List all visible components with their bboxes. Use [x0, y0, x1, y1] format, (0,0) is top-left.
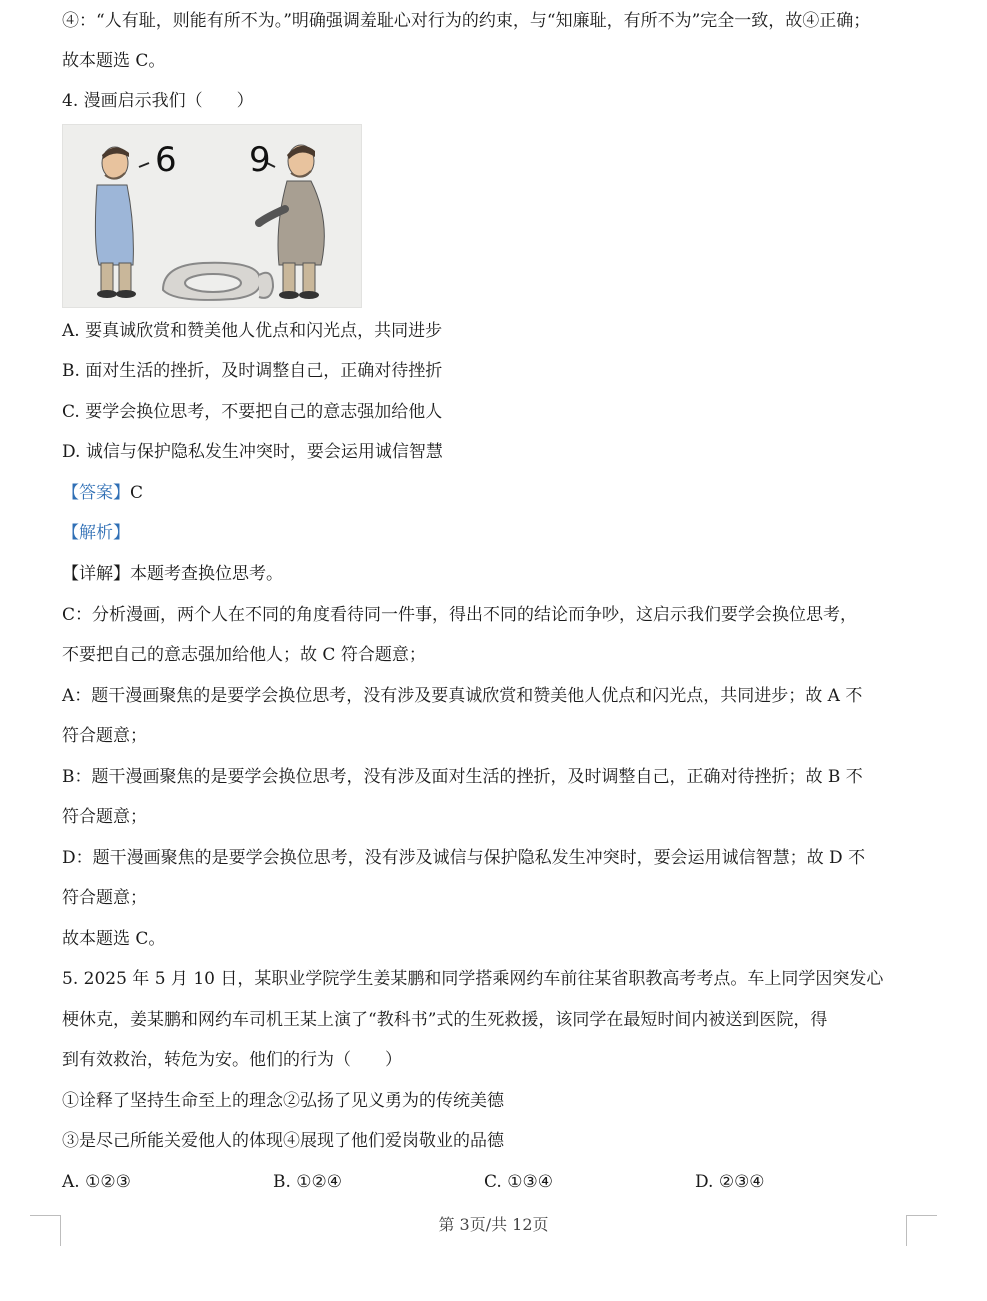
floor-number-shape — [163, 263, 273, 300]
option-c: C. 要学会换位思考，不要把自己的意志强加给他人 — [62, 402, 443, 422]
explanation-b-cont: 符合题意； — [62, 807, 147, 827]
right-speech-label: 9 — [249, 140, 271, 180]
question-5-stem: 5. 2025 年 5 月 10 日，某职业学院学生姜某鹏和同学搭乘网约车前往某省职教高考考点。车上同学因突发心 — [62, 969, 884, 989]
statement-line: ③是尽己所能关爱他人的体现④展现了他们爱岗敬业的品德 — [62, 1131, 504, 1151]
left-speech-label: 6 — [155, 140, 177, 180]
q5-option-a: A. ①②③ — [62, 1172, 131, 1192]
option-d: D. 诚信与保护隐私发生冲突时，要会运用诚信智慧 — [62, 442, 443, 462]
q5-option-c: C. ①③④ — [484, 1172, 553, 1192]
answer-line — [62, 482, 143, 504]
text-line: ④：“人有耻，则能有所不为。”明确强调羞耻心对行为的约束，与“知廉耻，有所不为”完全一致，故④正确； — [62, 11, 871, 31]
option-a: A. 要真诚欣赏和赞美他人优点和闪光点，共同进步 — [62, 321, 443, 341]
left-person-figure — [95, 147, 149, 298]
q5-option-b: B. ①②④ — [273, 1172, 343, 1192]
text-line: 故本题选 C。 — [62, 51, 166, 71]
explanation-c-cont: 不要把自己的意志强加给他人；故 C 符合题意； — [62, 645, 426, 665]
detail-line: 【详解】本题考查换位思考。 — [62, 564, 283, 584]
conclusion-line: 故本题选 C。 — [62, 929, 166, 949]
page-footer: 第 3页/共 12页 — [438, 1215, 549, 1234]
answer-value: C — [130, 483, 144, 503]
q5-option-d: D. ②③④ — [695, 1172, 765, 1192]
explanation-a: A：题干漫画聚焦的是要学会换位思考，没有涉及要真诚欣赏和赞美他人优点和闪光点，共同进步；故 A 不 — [62, 686, 863, 706]
explanation-d: D：题干漫画聚焦的是要学会换位思考，没有涉及诚信与保护隐私发生冲突时，要会运用诚信智慧；故 D 不 — [62, 848, 866, 868]
question-4-stem: 4. 漫画启示我们（ ） — [62, 91, 254, 111]
explanation-b: B：题干漫画聚焦的是要学会换位思考，没有涉及面对生活的挫折，及时调整自己，正确对待挫折；故 B 不 — [62, 767, 863, 787]
cartoon-image — [62, 124, 362, 308]
explanation-a-cont: 符合题意； — [62, 726, 147, 746]
statement-line: ①诠释了坚持生命至上的理念②弘扬了见义勇为的传统美德 — [62, 1091, 504, 1111]
option-b: B. 面对生活的挫折，及时调整自己，正确对待挫折 — [62, 361, 443, 381]
analysis-tag: 【解析】 — [62, 523, 130, 543]
explanation-d-cont: 符合题意； — [62, 888, 147, 908]
question-5-stem-end: 到有效救治，转危为安。他们的行为（ ） — [62, 1050, 402, 1070]
question-5-stem-cont: 梗休克，姜某鹏和网约车司机王某上演了“教科书”式的生死救援，该同学在最短时间内被送到医院，得 — [62, 1010, 828, 1030]
answer-tag: 【答案】 — [62, 483, 130, 503]
explanation-c: C：分析漫画，两个人在不同的角度看待同一件事，得出不同的结论而争吵，这启示我们要学会换位思考， — [62, 605, 858, 625]
